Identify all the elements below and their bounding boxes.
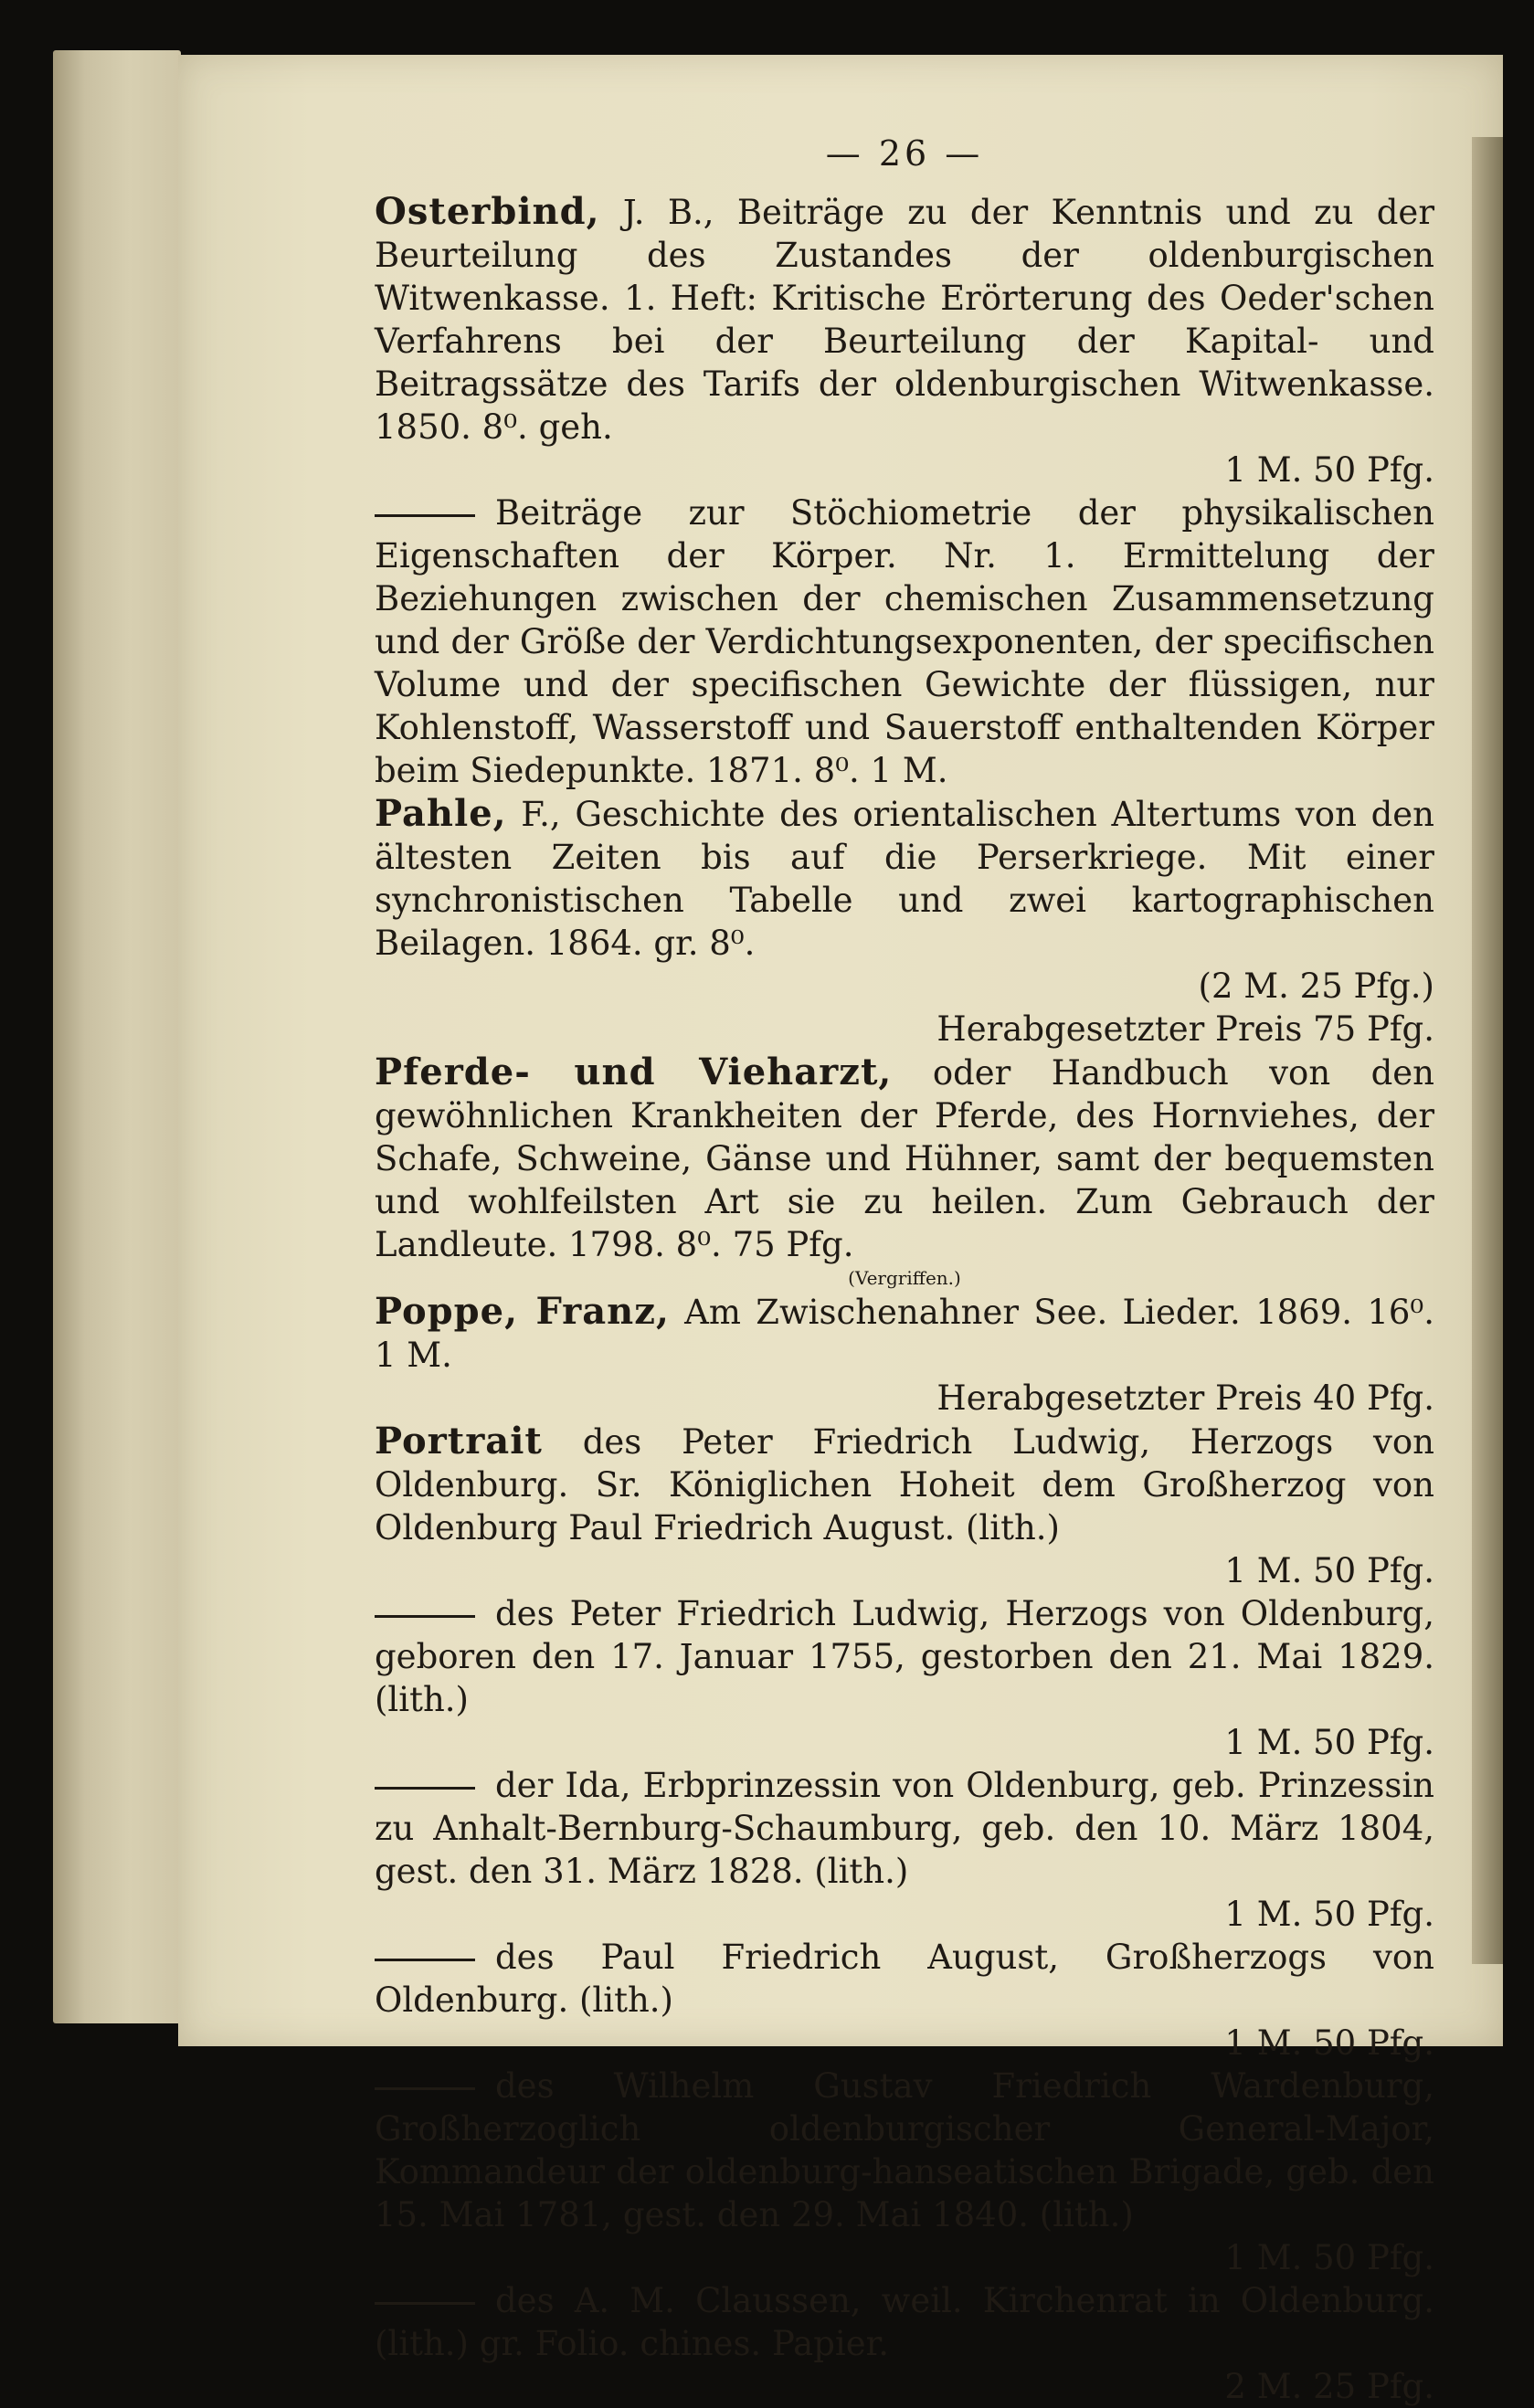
- entry-text: des Paul Friedrich August, Großherzogs von Oldenburg. (lith.): [375, 1938, 1434, 2020]
- entry-portrait: [375, 1420, 1434, 1592]
- entry-price: Herabgesetzter Preis 75 Pfg.: [936, 1009, 1434, 1049]
- page-content: [375, 132, 1434, 2408]
- entry-text: des Wilhelm Gustav Friedrich Wardenburg, Großherzoglich oldenburgischer General-Major, Kommandeur der oldenburg-hanseatischen Brigade, geb. den 15. Mai 1781, gest. den 29. Mai 1840. (lith.): [375, 2066, 1434, 2234]
- entry-text: Am Zwischenahner See. Lieder. 1869. 16⁰. 1 M.: [375, 1293, 1434, 1375]
- entry-poppe: [375, 1290, 1434, 1420]
- entry-head: Poppe, Franz,: [375, 1290, 670, 1333]
- entry-text: F., Geschichte des orientalischen Altertums von den ältesten Zeiten bis auf die Perserkriege. Mit einer synchronistischen Tabelle und zwei kartographischen Beilagen. 1864. gr. 8⁰.: [375, 795, 1434, 963]
- entry-price: 1 M. 50 Pfg.: [1224, 1895, 1434, 1934]
- ditto-dash: [375, 2302, 475, 2305]
- entry-text: des A. M. Claussen, weil. Kirchenrat in Oldenburg. (lith.) gr. Folio. chines. Papier.: [375, 2281, 1434, 2363]
- entry-osterbind: [375, 190, 1434, 491]
- page-sheet: [178, 55, 1503, 2406]
- entry-old-price: (2 M. 25 Pfg.): [1198, 966, 1434, 1006]
- entry-head: Portrait: [375, 1420, 543, 1463]
- page-number: — 26 —: [825, 133, 984, 174]
- entry-note: (Vergriffen.): [848, 1267, 961, 1289]
- entry-head: Osterbind,: [375, 190, 600, 233]
- entry-price: 2 M. 25 Pfg.: [1224, 2367, 1434, 2406]
- entry-pahle: [375, 792, 1434, 1051]
- entry-head: Pferde- und Vieharzt,: [375, 1051, 893, 1093]
- entry-price: 1 M. 50 Pfg.: [1224, 2023, 1434, 2063]
- ditto-dash: [375, 2087, 475, 2090]
- entry-price: Herabgesetzter Preis 40 Pfg.: [936, 1378, 1434, 1418]
- entry-price: 1 M. 50 Pfg.: [1224, 1723, 1434, 1762]
- entry-portrait-6: [375, 2279, 1434, 2408]
- ditto-dash: [375, 1615, 475, 1618]
- entry-osterbind-2: [375, 491, 1434, 792]
- entry-portrait-4: [375, 1936, 1434, 2065]
- entry-text: der Ida, Erbprinzessin von Oldenburg, geb. Prinzessin zu Anhalt-Bernburg-Schaumburg, geb. den 10. März 1804, gest. den 31. März 1828. (lith.): [375, 1766, 1434, 1891]
- book-spine: [53, 50, 181, 2023]
- entry-text: J. B., Beiträge zu der Kenntnis und zu der Beurteilung des Zustandes der oldenburgischen Witwenkasse. 1. Heft: Kritische Erörterung des Oeder'schen Verfahrens bei der Beurteilung der Kapital- und Beitragssätze des Tarifs der oldenburgischen Witwenkasse. 1850. 8⁰. geh.: [375, 193, 1435, 447]
- entry-portrait-2: [375, 1592, 1434, 1764]
- entry-head: Pahle,: [375, 792, 507, 835]
- entry-portrait-5: [375, 2065, 1434, 2279]
- ditto-dash: [375, 1959, 475, 1961]
- entry-text: Beiträge zur Stöchiometrie der physikalischen Eigenschaften der Körper. Nr. 1. Ermittelung der Beziehungen zwischen der chemischen Zusammensetzung und der Größe der Verdichtungsexponenten, der specifischen Volume und der specifischen Gewichte der flüssigen, nur Kohlenstoff, Wasserstoff und Sauerstoff enthaltenden Körper beim Siedepunkte. 1871. 8⁰. 1 M.: [375, 493, 1434, 790]
- entry-text: des Peter Friedrich Ludwig, Herzogs von Oldenburg, geboren den 17. Januar 1755, gestorben den 21. Mai 1829. (lith.): [375, 1594, 1434, 1719]
- ditto-dash: [375, 514, 475, 517]
- entry-text: des Peter Friedrich Ludwig, Herzogs von Oldenburg. Sr. Königlichen Hoheit dem Großherzog von Oldenburg Paul Friedrich August. (lith.): [375, 1422, 1434, 1547]
- entry-price: 1 M. 50 Pfg.: [1224, 2238, 1434, 2277]
- entry-text: oder Handbuch von den gewöhnlichen Krankheiten der Pferde, des Hornviehes, der Schafe, Schweine, Gänse und Hühner, samt der bequemsten und wohlfeilsten Art sie zu heilen. Zum Gebrauch der Landleute. 1798. 8⁰. 75 Pfg.: [375, 1053, 1435, 1264]
- ditto-dash: [375, 1787, 475, 1790]
- entry-pferde: [375, 1051, 1434, 1290]
- page-edge: [1472, 137, 1503, 1964]
- entry-price: 1 M. 50 Pfg.: [1224, 1551, 1434, 1590]
- entry-portrait-3: [375, 1764, 1434, 1936]
- entry-price: 1 M. 50 Pfg.: [1224, 450, 1434, 490]
